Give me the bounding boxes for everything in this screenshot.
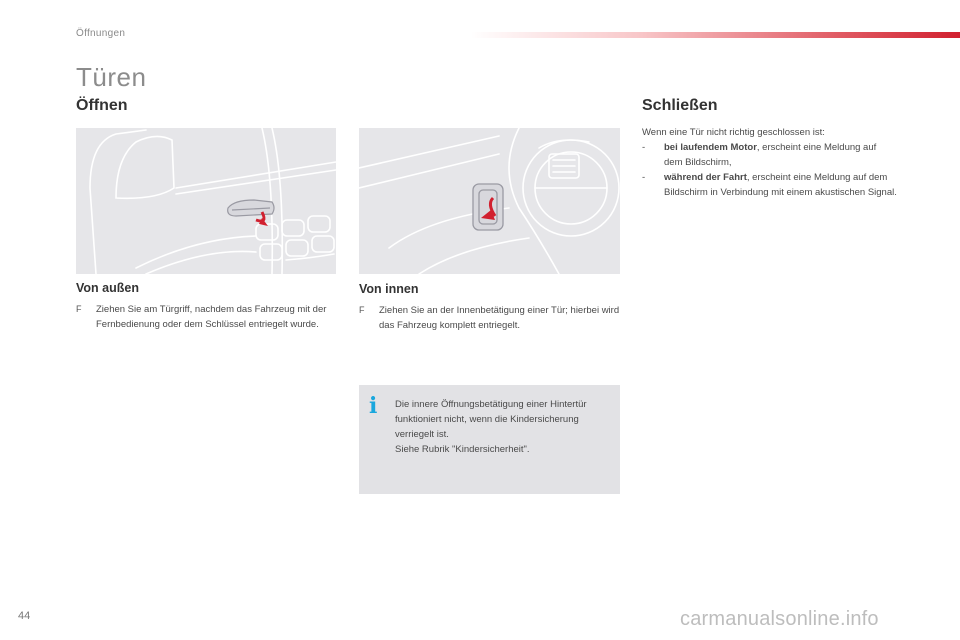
info-text-reference: Siehe Rubrik "Kindersicherheit". [395, 444, 530, 455]
outside-door-handle-illustration [76, 128, 336, 274]
info-text [395, 397, 613, 457]
info-box [359, 385, 620, 494]
close-heading: Schließen [642, 97, 718, 114]
info-text-line: Die innere Öffnungsbetätigung einer Hintertür funktioniert nicht, wenn die Kindersicherung verriegelt ist. [395, 399, 587, 440]
inside-instruction-text: Ziehen Sie an der Innenbetätigung einer Tür; hierbei wird das Fahrzeug komplett entriegelt. [379, 305, 620, 331]
close-content [642, 125, 897, 200]
close-item [642, 140, 897, 170]
close-item-rest: , erscheint eine Meldung auf dem Bildschirm, [664, 142, 877, 168]
header-accent-bar [470, 32, 960, 38]
dash-mark: - [642, 172, 646, 183]
section-header: Öffnungen [76, 28, 126, 39]
bullet-mark: F [76, 304, 82, 314]
close-item-bold: während der Fahrt [664, 172, 747, 183]
open-heading: Öffnen [76, 97, 128, 114]
outside-heading: Von außen [76, 281, 139, 295]
info-icon: i [369, 393, 378, 419]
page-title: Türen [76, 62, 147, 92]
inside-instruction [359, 303, 620, 333]
outside-instruction [76, 302, 336, 332]
dash-mark: - [642, 142, 646, 153]
close-item [642, 170, 897, 200]
inside-door-handle-illustration [359, 128, 620, 274]
close-item-bold: bei laufendem Motor [664, 142, 757, 153]
outside-instruction-text: Ziehen Sie am Türgriff, nachdem das Fahrzeug mit der Fernbedienung oder dem Schlüssel entriegelt wurde. [96, 304, 327, 330]
close-intro: Wenn eine Tür nicht richtig geschlossen ist: [642, 127, 825, 138]
bullet-mark: F [359, 305, 365, 315]
page-number: 44 [18, 610, 31, 622]
watermark: carmanualsonline.info [680, 608, 879, 630]
inside-heading: Von innen [359, 282, 419, 296]
close-item-rest: , erscheint eine Meldung auf dem Bildschirm in Verbindung mit einem akustischen Signal. [664, 172, 897, 198]
